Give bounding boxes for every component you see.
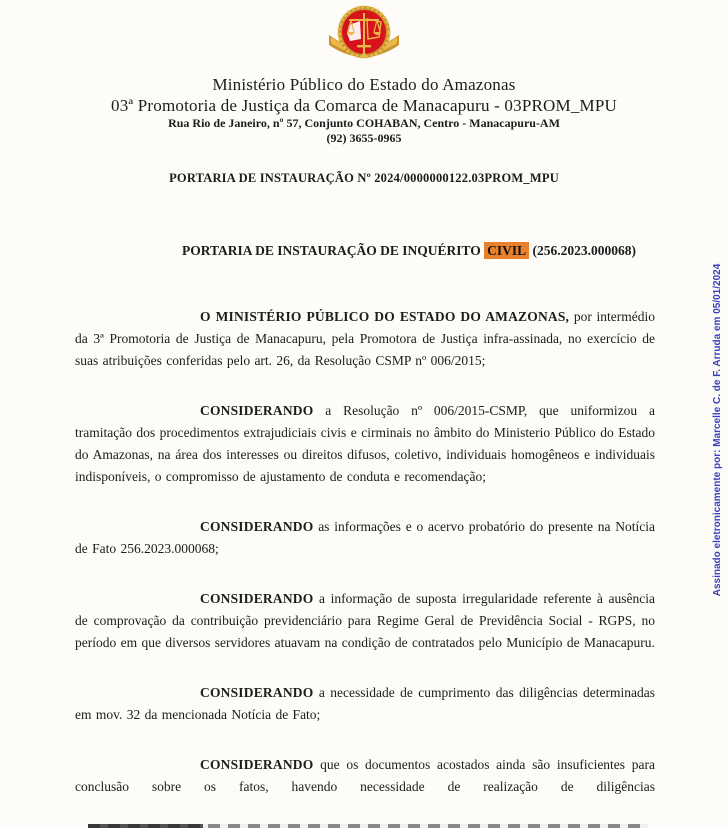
- paragraph-lead: CONSIDERANDO: [200, 685, 314, 700]
- paragraph-text: que os documentos acostados ainda são insuficientes para conclusão sobre os fatos, havendo necessidade de realização de diligências: [75, 757, 655, 794]
- highlighted-word: CIVIL: [484, 242, 529, 259]
- org-address: Rua Rio de Janeiro, nº 57, Conjunto COHABAN, Centro - Manacapuru-AM: [168, 116, 560, 130]
- org-unit: 03ª Promotoria de Justiça da Comarca de Manacapuru - 03PROM_MPU: [111, 96, 617, 115]
- clipped-next-line-remnant: [88, 824, 648, 828]
- paragraph-lead: O MINISTÉRIO PÚBLICO DO ESTADO DO AMAZONAS,: [200, 309, 570, 324]
- paragraph-preamble: [75, 306, 655, 372]
- mpam-crest-icon: [323, 5, 405, 72]
- paragraph-text: a Resolução nº 006/2015-CSMP, que uniformizou a tramitação dos procedimentos extrajudiciais civis e cirminais no âmbito do Ministerio Público do Estado do Amazonas, na área dos interesses ou direitos difusos, coletivo, individuais homogêneos e individuais indisponíveis, o compromisso de ajustamento de conduta e recomendação;: [75, 403, 655, 484]
- paragraph-lead: CONSIDERANDO: [200, 403, 314, 418]
- letterhead: [0, 0, 728, 146]
- org-name: Ministério Público do Estado do Amazonas: [212, 75, 516, 94]
- portaria-number-heading: PORTARIA DE INSTAURAÇÃO Nº 2024/0000000122.03PROM_MPU: [169, 171, 559, 185]
- paragraph-considerando-2: [75, 516, 655, 560]
- paragraph-text: por intermédio da 3ª Promotoria de Justiça de Manacapuru, pela Promotora de Justiça infra-assinada, no exercício de suas atribuições conferidas pelo art. 26, da Resolução CSMP nº 006/2015;: [75, 309, 655, 368]
- paragraph-text: a necessidade de cumprimento das diligências determinadas em mov. 32 da mencionada Notícia de Fato;: [75, 685, 655, 722]
- portaria-title-suffix: (256.2023.000068): [529, 243, 637, 258]
- paragraph-considerando-1: [75, 400, 655, 488]
- paragraph-considerando-3: [75, 588, 655, 654]
- paragraph-considerando-5: [75, 754, 655, 798]
- logo-wrap: [0, 5, 728, 72]
- portaria-title: [0, 243, 728, 259]
- paragraph-considerando-4: [75, 682, 655, 726]
- document-body: [75, 306, 655, 798]
- paragraph-lead: CONSIDERANDO: [200, 519, 314, 534]
- paragraph-text: a informação de suposta irregularidade referente à ausência de comprovação da contribuição previdenciário para Regime Geral de Previdência Social - RGPS, no período em que diversos servidores atuavam na condição de contratados pelo Município de Manacapuru.: [75, 591, 655, 650]
- electronic-signature-sidebar: Assinado eletronicamente por: Marcelle C. de F. Arruda em 05/01/2024: [712, 263, 724, 597]
- paragraph-lead: CONSIDERANDO: [200, 591, 314, 606]
- org-phone: (92) 3655-0965: [326, 131, 402, 145]
- portaria-title-prefix: PORTARIA DE INSTAURAÇÃO DE INQUÉRITO: [181, 243, 485, 258]
- paragraph-lead: CONSIDERANDO: [200, 757, 314, 772]
- paragraph-text: as informações e o acervo probatório do presente na Notícia de Fato 256.2023.000068;: [75, 519, 655, 556]
